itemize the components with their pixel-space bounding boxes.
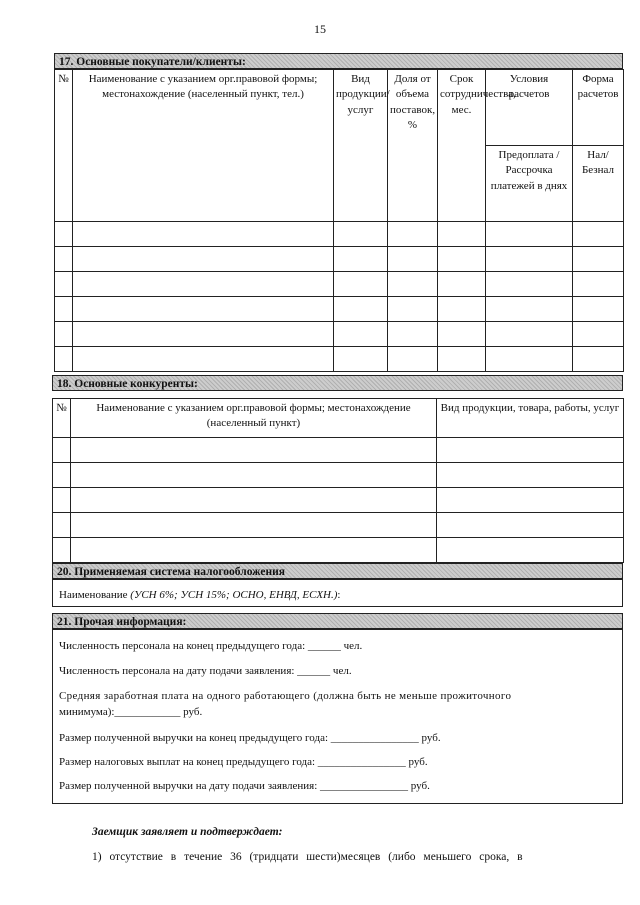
table-cell[interactable] [334,322,388,347]
tax-system-colon: : [337,589,341,601]
col-header-pay-form: Форма расчетов [573,70,624,146]
table-cell[interactable] [486,297,573,322]
table-cell[interactable] [438,322,486,347]
section-21-header: 21. Прочая информация: [52,613,623,629]
table-cell[interactable] [55,297,73,322]
col-header-share: Доля от объема поставок, % [388,70,438,222]
table-cell[interactable] [437,463,624,488]
table-cell[interactable] [73,297,334,322]
table-cell[interactable] [334,347,388,372]
customers-table [54,69,624,372]
other-info-box [52,629,623,804]
staff-prev-field[interactable]: Численность персонала на конец предыдущего года: ______ чел. [59,640,363,652]
salary-field-line1: Средняя заработная плата на одного работающего (должна быть не меньше прожиточного [59,690,512,702]
table-cell[interactable] [573,322,624,347]
table-cell[interactable] [388,347,438,372]
section-18-header: 18. Основные конкуренты: [52,375,623,391]
table-cell[interactable] [334,247,388,272]
declaration-item-1: 1) отсутствие в течение 36 (тридцати шести)месяцев (либо меньшего срока, в [92,851,523,863]
table-cell[interactable] [486,347,573,372]
col-header-name: Наименование с указанием орг.правовой формы; местонахождение (населенный пункт, тел.) [73,70,334,222]
table-row [55,322,624,347]
table-cell[interactable] [55,247,73,272]
table-cell[interactable] [437,438,624,463]
revenue-now-field[interactable]: Размер полученной выручки на дату подачи заявления: ________________ руб. [59,780,430,792]
table-cell[interactable] [73,222,334,247]
table-row [55,272,624,297]
table-cell[interactable] [71,438,437,463]
table-cell[interactable] [334,222,388,247]
table-cell[interactable] [438,272,486,297]
tax-system-line[interactable] [59,588,340,602]
table-cell[interactable] [73,247,334,272]
table-cell[interactable] [486,272,573,297]
col-header-type: Вид продукции, товара, работы, услуг [437,399,624,438]
table-cell[interactable] [438,347,486,372]
table-cell[interactable] [573,222,624,247]
table-row [53,463,624,488]
table-cell[interactable] [438,297,486,322]
tax-system-options: (УСН 6%; УСН 15%; ОСНО, ЕНВД, ЕСХН.) [130,589,338,601]
table-cell[interactable] [573,347,624,372]
table-cell[interactable] [55,322,73,347]
table-row [55,347,624,372]
revenue-prev-field[interactable]: Размер полученной выручки на конец предыдущего года: ________________ руб. [59,732,441,744]
section-17-header: 17. Основные покупатели/клиенты: [54,53,623,69]
table-cell[interactable] [486,222,573,247]
col-header-cash: Нал/Безнал [573,146,624,222]
tax-prev-field[interactable]: Размер налоговых выплат на конец предыдущего года: ________________ руб. [59,756,428,768]
table-cell[interactable] [388,222,438,247]
table-cell[interactable] [388,297,438,322]
table-row [55,297,624,322]
table-cell[interactable] [55,222,73,247]
table-cell[interactable] [388,322,438,347]
table-cell[interactable] [71,538,437,563]
table-cell[interactable] [53,513,71,538]
col-header-name: Наименование с указанием орг.правовой формы; местонахождение (населенный пункт) [71,399,437,438]
table-row [55,247,624,272]
col-header-pay-conditions: Условия расчетов [486,70,573,146]
table-cell[interactable] [71,463,437,488]
col-header-prepay: Предоплата / Рассрочка платежей в днях [486,146,573,222]
table-cell[interactable] [55,272,73,297]
tax-system-label: Наименование [59,589,128,601]
table-cell[interactable] [53,463,71,488]
table-row [53,538,624,563]
table-cell[interactable] [573,247,624,272]
table-row [55,222,624,247]
table-cell[interactable] [71,513,437,538]
table-cell[interactable] [73,272,334,297]
table-cell[interactable] [73,322,334,347]
table-cell[interactable] [73,347,334,372]
table-cell[interactable] [53,538,71,563]
table-cell[interactable] [486,322,573,347]
table-cell[interactable] [53,438,71,463]
col-header-num: № [53,399,71,438]
salary-field[interactable]: минимума):____________ руб. [59,706,203,718]
table-cell[interactable] [334,272,388,297]
staff-now-field[interactable]: Численность персонала на дату подачи заявления: ______ чел. [59,665,352,677]
table-cell[interactable] [486,247,573,272]
table-row [53,438,624,463]
page-number: 15 [314,22,326,36]
table-cell[interactable] [438,247,486,272]
table-cell[interactable] [438,222,486,247]
declaration-heading: Заемщик заявляет и подтверждает: [92,826,283,838]
section-20-header: 20. Применяемая система налогообложения [52,563,623,579]
col-header-type: Вид продукции/услуг [334,70,388,222]
table-cell[interactable] [573,297,624,322]
competitors-table [52,398,624,563]
table-cell[interactable] [573,272,624,297]
col-header-term: Срок сотрудничества, мес. [438,70,486,222]
col-header-num: № [55,70,73,222]
table-cell[interactable] [388,247,438,272]
table-cell[interactable] [334,297,388,322]
table-cell[interactable] [437,513,624,538]
tax-system-box [52,579,623,607]
table-row [53,513,624,538]
table-cell[interactable] [55,347,73,372]
table-cell[interactable] [53,488,71,513]
table-cell[interactable] [71,488,437,513]
table-cell[interactable] [437,538,624,563]
table-cell[interactable] [437,488,624,513]
table-cell[interactable] [388,272,438,297]
table-row [53,488,624,513]
